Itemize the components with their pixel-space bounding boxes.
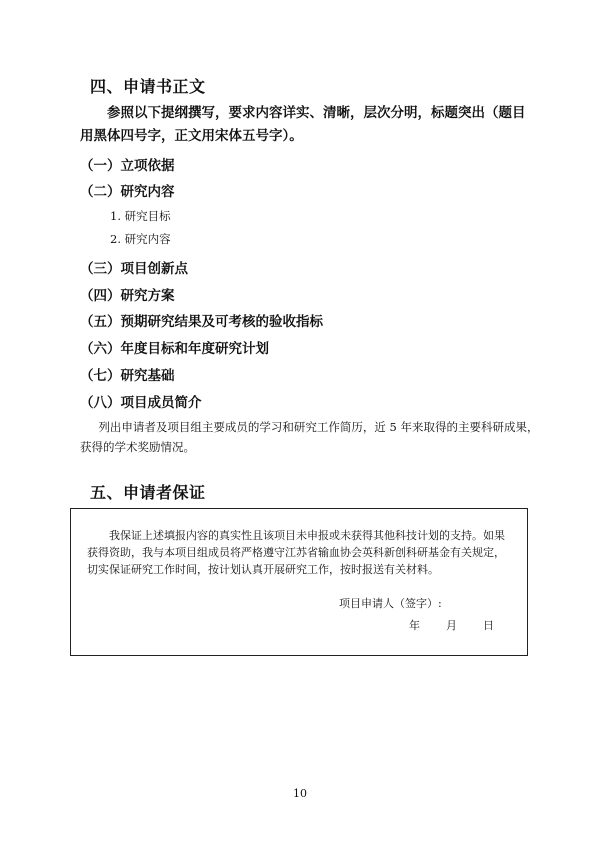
date-year-label: 年 — [409, 619, 420, 632]
section-5-heading: 五、申请者保证 — [90, 483, 206, 502]
outline-item-2: （二）研究内容 — [80, 184, 175, 200]
outline-item-5: （五）预期研究结果及可考核的验收指标 — [80, 314, 323, 330]
outline-item-3: （三）项目创新点 — [80, 261, 188, 277]
date-month-label: 月 — [446, 619, 457, 632]
outline-item-6: （六）年度目标和年度研究计划 — [80, 341, 269, 357]
guarantee-box — [70, 508, 528, 656]
outline-item-4: （四）研究方案 — [80, 288, 175, 304]
page-number: 10 — [293, 787, 307, 800]
sub-item-1: 1. 研究目标 — [110, 209, 171, 223]
section-4-intro: 参照以下提纲撰写，要求内容详实、清晰，层次分明，标题突出（题目用黑体四号字，正文用宋体五号字）。 — [80, 105, 526, 144]
outline-item-7: （七）研究基础 — [80, 368, 175, 384]
outline-item-8: （八）项目成员简介 — [80, 395, 202, 411]
members-note: 列出申请者及项目组主要成员的学习和研究工作简历，近 5 年来取得的主要科研成果，获得的学术奖励情况。 — [80, 420, 539, 454]
date-day-label: 日 — [483, 619, 494, 632]
applicant-signature-label: 项目申请人（签字）: — [339, 597, 442, 610]
guarantee-text: 我保证上述填报内容的真实性且该项目未申报或未获得其他科技计划的支持。如果获得资助，我与本项目组成员将严格遵守江苏省输血协会英科新创科研基金有关规定，切实保证研究工作时间，按计划认真开展研究工作，按时报送有关材料。 — [87, 529, 505, 576]
section-4-heading: 四、申请书正文 — [90, 77, 206, 96]
sub-item-2: 2. 研究内容 — [110, 232, 171, 246]
outline-item-1: （一）立项依据 — [80, 158, 175, 174]
